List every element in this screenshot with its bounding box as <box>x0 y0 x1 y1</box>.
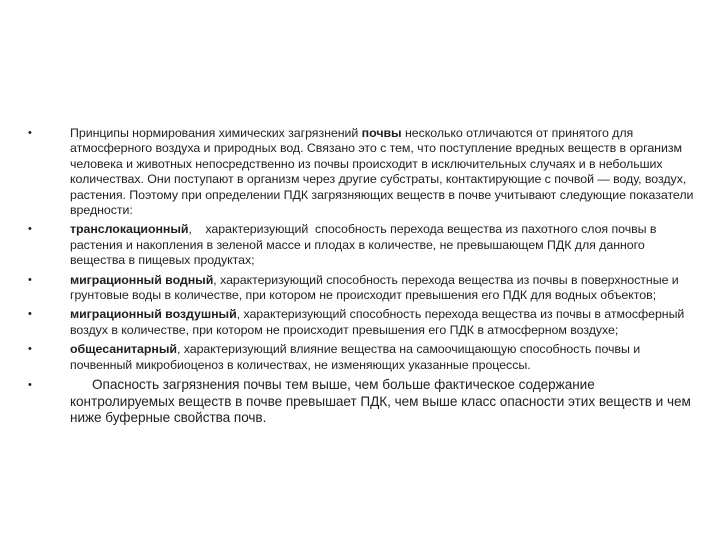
item-text: Принципы нормирования химических загрязнений <box>70 126 362 140</box>
item-bold-term: миграционный водный <box>70 272 214 287</box>
bullet-icon: • <box>28 273 32 286</box>
item-text: , характеризующий способность перехода вещества из почвы в атмосферный воздух в количестве, при котором не происходит превышения его ПДК в атмосферном воздухе; <box>70 307 685 337</box>
list-item <box>26 273 702 304</box>
item-bold-term: общесанитарный <box>70 342 177 357</box>
bullet-icon: • <box>28 379 32 392</box>
bullet-icon: • <box>28 223 32 236</box>
item-text: Опасность загрязнения почвы тем выше, чем больше фактическое содержание контролируемых веществ в почве превышает ПДК, чем выше класс опасности этих веществ и чем ниже буферные свойства почв. <box>70 377 691 426</box>
item-bold-term: миграционный воздушный <box>70 307 237 322</box>
list-item <box>26 307 702 338</box>
list-item <box>26 126 702 218</box>
bullet-icon: • <box>28 127 32 139</box>
item-text: , характеризующий способность перехода вещества из почвы в поверхностные и грунтовые воды в количестве, при котором не происходит превышения его ПДК для водных объектов; <box>70 272 679 303</box>
item-text: , характеризующий способность перехода вещества из пахотного слоя почвы в растения и накопления в зеленой массе и плодах в количестве, не превышающем ПДК для данного вещества в пищевых продуктах; <box>70 222 660 268</box>
item-bold-term: почвы <box>361 126 402 140</box>
bullet-list <box>26 126 702 431</box>
list-item <box>26 377 702 427</box>
bullet-icon: • <box>28 308 32 321</box>
item-text: , характеризующий влияние вещества на самоочищающую способность почвы и почвенный микробиоценоз в количествах, не изменяющих указанные процессы. <box>70 342 641 372</box>
list-item <box>26 222 702 268</box>
item-bold-term: транслокационный <box>70 222 189 237</box>
item-text: несколько отличаются от принятого для атмосферного воздуха и природных вод. Связано это с тем, что поступление вредных веществ в организм человека и животных непосредственно из почвы происходит в исключительных случаях и в небольших количествах. Они поступают в организм через другие субстраты, контактирующие с почвой — воду, воздух, растения. Поэтому при определении ПДК загрязняющих веществ в почве учитывают следующие показатели вредности: <box>70 126 694 218</box>
list-item <box>26 342 702 373</box>
bullet-icon: • <box>28 343 32 356</box>
